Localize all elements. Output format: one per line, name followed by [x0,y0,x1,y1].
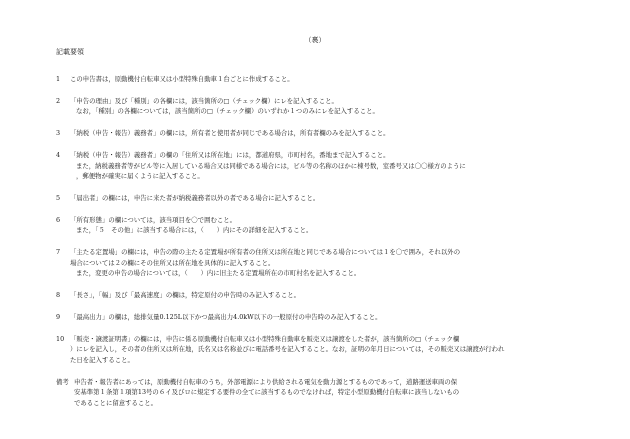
item-body [70,96,624,117]
page-side-label: （裏） [304,36,326,44]
item-body [70,128,624,139]
instruction-item [56,215,624,236]
item-number: 備考 [56,377,69,386]
instructions-list [56,74,624,420]
item-body [74,377,624,409]
item-line: 「販売・譲渡証明書」の欄には，申告に係る原動機付自転車又は小型特殊自動車を販売又は譲渡をした者が，該当箇所の□（チェック欄 ）にレを記入し，その者の住所又は所在地，氏名又は名称並びに電話番号を記入すること。なお，証明の年月日については，その販売又は譲渡が行われ た日を記入すること。 [70,334,505,364]
item-number: 7 [56,248,61,257]
item-number: 6 [56,215,61,224]
item-body [70,334,624,366]
item-line: また，変更の申告の場合については，（ ）内に旧主たる定置場所在の市町村名を記入すること。 [76,269,361,278]
instruction-item [56,247,624,279]
item-line: また，「５ その他」に該当する場合には，（ ）内にその詳細を記入すること。 [76,226,313,235]
item-line: 「所有形態」の欄については，該当項目を〇で囲むこと。 [70,215,237,224]
instruction-item [56,193,624,204]
item-body [70,150,624,182]
item-line: 「最高出力」の欄は，総排気量0.125L以下かつ最高出力4.0kW以下の一般原付の申告時のみ記入すること。 [70,312,382,321]
item-number: 1 [56,75,61,83]
item-body [70,247,624,279]
item-number: 9 [56,312,61,321]
document-heading: 記載要領 [56,48,84,56]
item-line: この申告書は，原動機付自転車又は小型特殊自動車１台ごとに作成すること。 [70,75,294,83]
instruction-item [56,74,624,85]
item-number: 3 [56,129,61,138]
item-body [70,215,624,236]
item-line: また，納税義務者等がビル等に入居している場合又は同様である場合には，ビル等の名称のほかに棟号数，室番号又は〇〇様方のように ，郵便物が確実に届くように記入すること。 [76,161,466,181]
item-line: 「申告の理由」及び「種別」の各欄には，該当箇所の□（チェック欄）にレを記入すること。 [70,96,338,105]
item-line: 「主たる定置場」の欄には，申告の際の主たる定置場が所有者の住所又は所在地と同じである場合については１を〇で囲み，それ以外の 場合については２の欄にその住所又は所在地を具体的に記入すること。 [70,248,461,267]
item-body [70,312,624,323]
item-body [70,290,624,301]
item-number: 2 [56,96,61,105]
item-body [70,74,624,85]
instruction-item [56,312,624,323]
item-body [70,193,624,204]
item-number: 8 [56,291,61,300]
instruction-item [56,96,624,117]
instruction-item [56,128,624,139]
instruction-item [56,150,624,182]
item-line: 「納税（申告・報告）義務者」の欄の「住所又は所在地」には，都道府県，市町村名，番地まで記入すること。 [70,150,390,159]
item-line: 「届出者」の欄には，申告に来た者が納税義務者以外の者である場合に記入すること。 [70,193,320,202]
item-line: 申告者・報告者にあっては，原動機付自転車のうち，外部電源により供給される電気を動力源とするものであって，道路運送車両の保 安基準第１条第１項第13号の６イ及びロに規定する要件の全てに該当するものでなければ，特定小型原動機付自転車に該当しないもの であることに留意すること。 [74,377,460,407]
instruction-item [56,334,624,366]
item-line: なお，「種別」の各欄については，該当箇所の□（チェック欄）のいずれか１つのみにレを記入すること。 [76,107,379,116]
item-number: 5 [56,193,61,202]
item-number: 4 [56,150,61,159]
instruction-item [56,290,624,301]
item-line: 「長さ」，「幅」及び「最高速度」の欄は，特定原付の申告時のみ記入すること。 [70,291,301,300]
item-line: 「納税（申告・報告）義務者」の欄には，所有者と使用者が同じである場合は，所有者欄のみを記入すること。 [70,129,390,138]
item-number: 10 [56,334,65,343]
remarks-item [56,377,624,409]
